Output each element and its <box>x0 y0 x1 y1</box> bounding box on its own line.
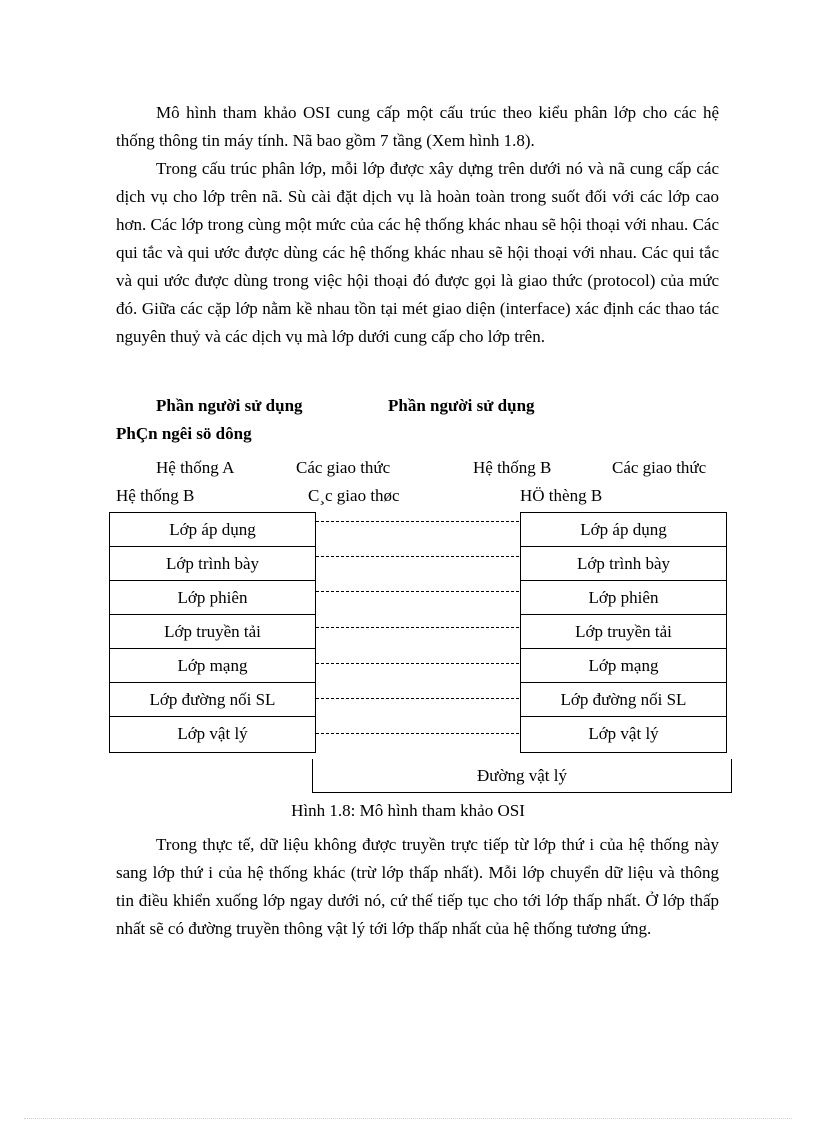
protocol-link-physical <box>316 733 519 734</box>
intro-paragraph-2: Trong cấu trúc phân lớp, mỗi lớp được xây dựng trên dưới nó và nã cung cấp các dịch vụ cho lớp trên nã. Sù cài đặt dịch vụ là hoàn toàn trong suốt đối với các lớp cao hơn. Các lớp trong cùng một mức của các hệ thống khác nhau sẽ hội thoại với nhau. Các qui tắc và qui ước được dùng các hệ thống khác nhau sẽ hội thoại với nhau. Các qui tắc và qui ước được dùng trong việc hội thoại đó được gọi là giao thức (protocol) của mức đó. Giữa các cặp lớp nằm kề nhau tồn tại mét giao diện (interface) xác định các thao tác nguyên thuỷ và các dịch vụ mà lớp dưới cung cấp cho lớp trên. <box>116 159 719 346</box>
protocol-link-transport <box>316 627 519 628</box>
protocols-label-2: Các giao thức <box>612 458 707 477</box>
intro-section <box>116 99 719 351</box>
right-layer-stack <box>520 512 727 753</box>
left-layer-network: Lớp mạng <box>110 649 315 683</box>
left-layer-application: Lớp áp dụng <box>110 513 315 547</box>
system-b-garbled-label: HÖ thèng B <box>520 486 603 505</box>
closing-paragraph: Trong thực tế, dữ liệu không được truyền trực tiếp từ lớp thứ i của hệ thống này sang lớp thứ i của hệ thống khác (trừ lớp thấp nhất). Mỗi lớp chuyển dữ liệu và thông tin điều khiển xuống lớp ngay dưới nó, cứ thế tiếp tục cho tới lớp thấp nhất. Ở lớp thấp nhất sẽ có đường truyền thông vật lý tới lớp thấp nhất của hệ thống tương ứng. <box>116 835 719 938</box>
system-b-label-1: Hệ thống B <box>473 458 552 477</box>
protocol-link-network <box>316 663 519 664</box>
right-layer-physical: Lớp vật lý <box>588 724 659 743</box>
user-part-garbled-label: PhÇn ngêi sö dông <box>116 424 252 443</box>
right-layer-transport: Lớp truyền tải <box>521 615 726 649</box>
protocol-link-presentation <box>316 556 519 557</box>
left-layer-session: Lớp phiên <box>110 581 315 615</box>
left-layer-presentation: Lớp trình bày <box>110 547 315 581</box>
user-part-left-label: Phần người sử dụng <box>156 396 303 415</box>
right-layer-application: Lớp áp dụng <box>521 513 726 547</box>
closing-section <box>116 831 719 943</box>
user-part-right-label: Phần người sử dụng <box>388 396 535 415</box>
intro-paragraph-1: Mô hình tham khảo OSI cung cấp một cấu trúc theo kiểu phân lớp cho các hệ thống thông tin máy tính. Nã bao gồm 7 tầng (Xem hình 1.8). <box>116 103 719 150</box>
left-layer-transport: Lớp truyền tải <box>110 615 315 649</box>
right-layer-session: Lớp phiên <box>521 581 726 615</box>
protocol-link-application <box>316 521 519 522</box>
system-a-label: Hệ thống A <box>156 458 235 477</box>
protocols-label-1: Các giao thức <box>296 458 391 477</box>
physical-medium-box: Đường vật lý <box>312 759 732 793</box>
left-layer-physical: Lớp vật lý <box>177 724 248 743</box>
protocol-link-session <box>316 591 519 592</box>
system-b-label-2: Hệ thống B <box>116 486 195 505</box>
right-layer-network: Lớp mạng <box>521 649 726 683</box>
left-layer-datalink: Lớp đường nối SL <box>110 683 315 717</box>
left-layer-stack <box>109 512 316 753</box>
protocol-link-datalink <box>316 698 519 699</box>
right-layer-datalink: Lớp đường nối SL <box>521 683 726 717</box>
figure-caption: Hình 1.8: Mô hình tham khảo OSI <box>291 801 525 820</box>
protocols-garbled-label: C¸c giao thøc <box>308 486 400 505</box>
page-bottom-border <box>24 1118 792 1119</box>
right-layer-presentation: Lớp trình bày <box>521 547 726 581</box>
